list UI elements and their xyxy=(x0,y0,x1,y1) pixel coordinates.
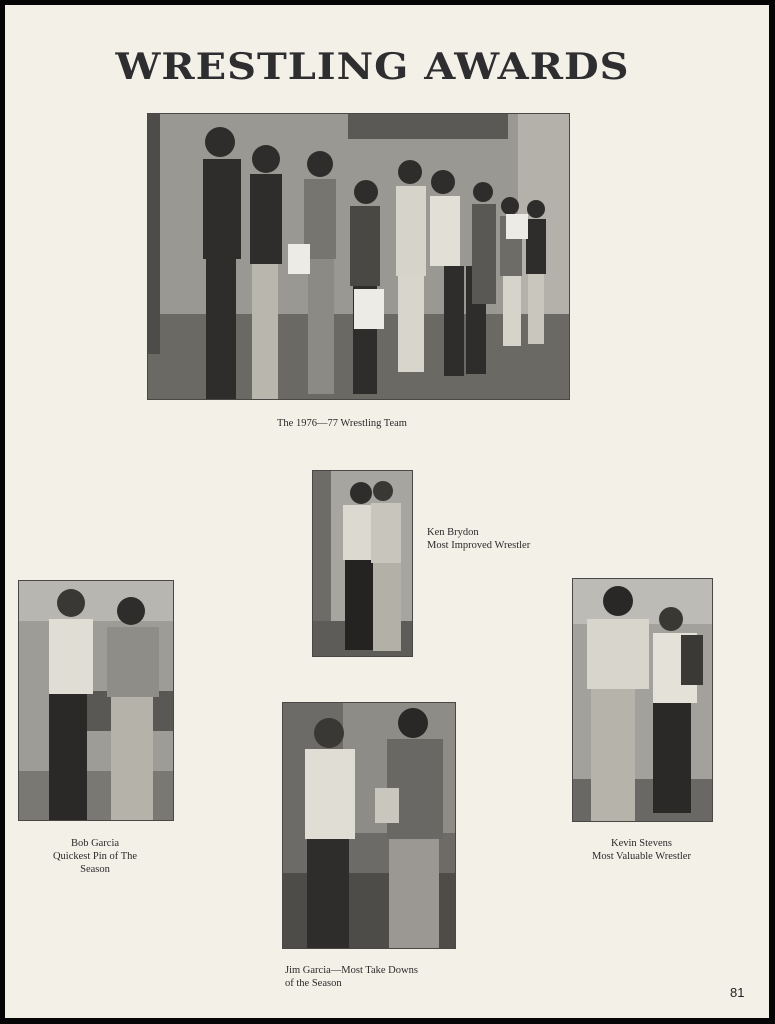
ken-brydon-photo xyxy=(312,470,413,657)
page-number: 81 xyxy=(730,985,745,1000)
ken-brydon-name: Ken Brydon xyxy=(427,527,479,538)
page-title: WRESTLING AWARDS xyxy=(115,44,630,89)
bob-garcia-award-line1: Quickest Pin of The xyxy=(52,851,138,862)
jim-garcia-line1: Jim Garcia—Most Take Downs xyxy=(285,965,418,976)
yearbook-page xyxy=(5,5,769,1018)
team-photo-caption: The 1976—77 Wrestling Team xyxy=(277,418,407,429)
kevin-stevens-award: Most Valuable Wrestler xyxy=(592,851,691,862)
ken-brydon-award: Most Improved Wrestler xyxy=(427,540,531,551)
kevin-stevens-photo xyxy=(572,578,713,822)
bob-garcia-photo xyxy=(18,580,174,821)
bob-garcia-award-line2: Season xyxy=(80,864,110,875)
jim-garcia-line2: of the Season xyxy=(285,978,342,989)
ken-brydon-caption xyxy=(427,526,530,552)
bob-garcia-caption xyxy=(18,837,172,876)
bob-garcia-name: Bob Garcia xyxy=(70,838,120,849)
kevin-stevens-name: Kevin Stevens xyxy=(611,838,672,849)
jim-garcia-caption xyxy=(285,964,418,990)
kevin-stevens-caption xyxy=(572,837,711,863)
jim-garcia-photo xyxy=(282,702,456,949)
team-photo xyxy=(147,113,570,400)
